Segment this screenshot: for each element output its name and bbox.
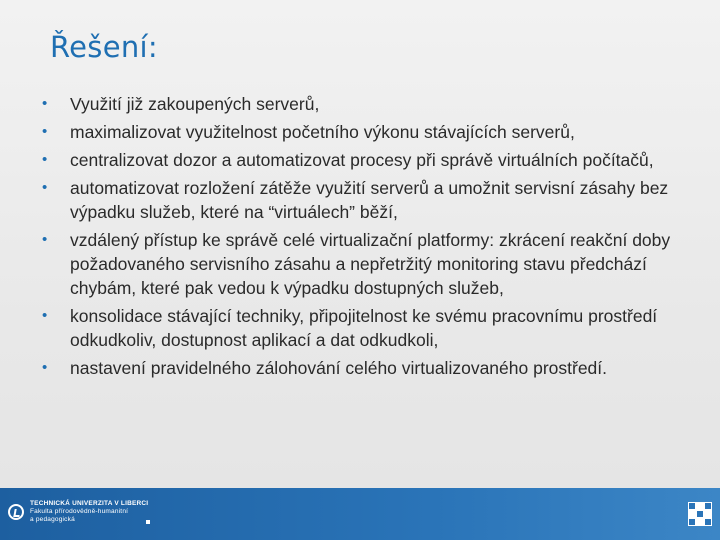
footer-bar <box>0 488 720 540</box>
university-label <box>30 500 148 524</box>
bullet-item <box>40 304 700 352</box>
square-mark-icon <box>146 520 150 524</box>
bullet-item <box>40 356 700 380</box>
slide-title: Řešení: <box>50 30 158 64</box>
bullet-dot: • <box>42 123 48 140</box>
university-name: TECHNICKÁ UNIVERZITA V LIBERCI <box>30 500 149 507</box>
faculty-line-2: a pedagogická <box>30 516 75 523</box>
bullet-dot: • <box>42 231 48 248</box>
grid-logo-icon <box>688 502 712 526</box>
bullet-text: konsolidace stávající techniky, připojitelnost ke svému pracovnímu prostředí odkudkoliv, dostupnost aplikací a dat odkudkoli, <box>70 306 658 350</box>
tul-logo-icon <box>8 504 24 520</box>
bullet-item <box>40 92 700 116</box>
bullet-text: vzdálený přístup ke správě celé virtualizační platformy: zkrácení reakční doby požadovaného servisního zásahu a nepřetržitý monitoring stavu předchází chybám, které pak vedou k výpadku dostupných služeb, <box>70 230 671 298</box>
bullet-item <box>40 176 700 224</box>
bullet-text: automatizovat rozložení zátěže využití serverů a umožnit servisní zásahy bez výpadku služeb, které na “virtuálech” běží, <box>70 178 669 222</box>
bullet-dot: • <box>42 151 48 168</box>
bullet-text: Využití již zakoupených serverů, <box>70 94 320 114</box>
bullet-text: centralizovat dozor a automatizovat procesy při správě virtuálních počítačů, <box>70 150 654 170</box>
bullet-item <box>40 120 700 144</box>
bullet-item <box>40 228 700 300</box>
bullet-item <box>40 148 700 172</box>
bullet-dot: • <box>42 307 48 324</box>
faculty-line-1: Fakulta přírodovědně-humanitní <box>30 508 129 515</box>
bullet-dot: • <box>42 359 48 376</box>
bullet-text: maximalizovat využitelnost početního výkonu stávajících serverů, <box>70 122 575 142</box>
bullet-text: nastavení pravidelného zálohování celého virtualizovaného prostředí. <box>70 358 608 378</box>
bullet-dot: • <box>42 95 48 112</box>
bullet-dot: • <box>42 179 48 196</box>
bullet-list <box>40 92 700 384</box>
